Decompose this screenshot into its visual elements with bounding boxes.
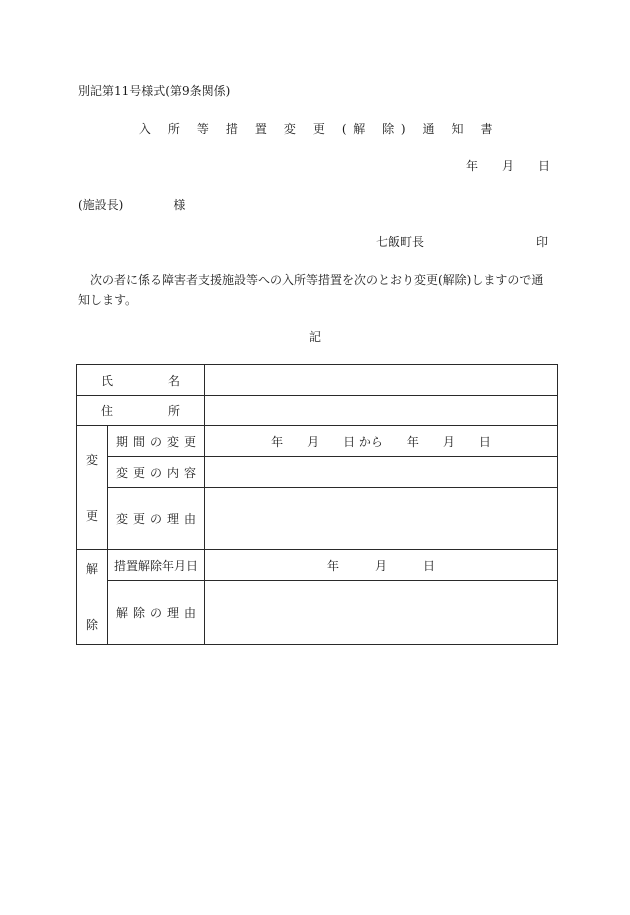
name-field[interactable]: [205, 365, 558, 396]
address-label: 住 所: [101, 404, 180, 418]
release-reason-field[interactable]: [205, 581, 558, 645]
address-field[interactable]: [205, 396, 558, 426]
ki-heading: 記: [308, 330, 321, 344]
release-group-label: [77, 550, 108, 645]
recipient-label: (施設長): [78, 198, 124, 212]
seal-mark: 印: [536, 235, 549, 249]
change-reason-label: 変 更 の 理 由: [116, 512, 196, 526]
change-content-label-cell: [108, 457, 205, 488]
date-day: 日: [537, 159, 550, 173]
release-reason-row: [77, 581, 558, 645]
release-group-text: 解 除: [85, 562, 98, 632]
address-row: [77, 396, 558, 426]
change-period-label-cell: [108, 426, 205, 457]
change-content-label: 変 更 の 内 容: [116, 465, 196, 480]
date-month: 月: [501, 159, 514, 173]
change-period-label: 期 間 の 変 更: [116, 434, 196, 449]
issuer-name: 七飯町長: [376, 235, 425, 249]
change-period-row: [77, 426, 558, 457]
issue-date: [466, 159, 550, 173]
change-period-field[interactable]: 年 月 日 から 年 月 日: [205, 426, 558, 457]
release-date-row: [77, 550, 558, 581]
change-reason-label-cell: [108, 488, 205, 550]
change-group-text: 変 更: [85, 452, 98, 523]
address-label-cell: [77, 396, 205, 426]
name-label: 氏 名: [101, 373, 180, 388]
release-date-field[interactable]: 年 月 日: [205, 550, 558, 581]
notice-table: [76, 364, 558, 645]
date-year: 年: [466, 159, 479, 173]
release-reason-label-cell: [108, 581, 205, 645]
name-row: [77, 365, 558, 396]
change-content-field[interactable]: [205, 457, 558, 488]
release-date-label-cell: [108, 550, 205, 581]
name-label-cell: [77, 365, 205, 396]
change-reason-row: [77, 488, 558, 550]
change-content-row: [77, 457, 558, 488]
recipient: [78, 198, 185, 212]
change-group-label: [77, 426, 108, 550]
recipient-honorific: 様: [173, 198, 186, 212]
release-date-label: 措置解除年月日: [114, 558, 199, 573]
form-number: 別記第11号様式(第9条関係): [78, 84, 231, 98]
change-reason-field[interactable]: [205, 488, 558, 550]
document-title: 入 所 等 措 置 変 更 (解 除) 通 知 書: [138, 122, 500, 136]
body-text: 次の者に係る障害者支援施設等への入所等措置を次のとおり変更(解除)しますので通知します。: [78, 273, 544, 307]
release-reason-label: 解 除 の 理 由: [116, 606, 196, 620]
